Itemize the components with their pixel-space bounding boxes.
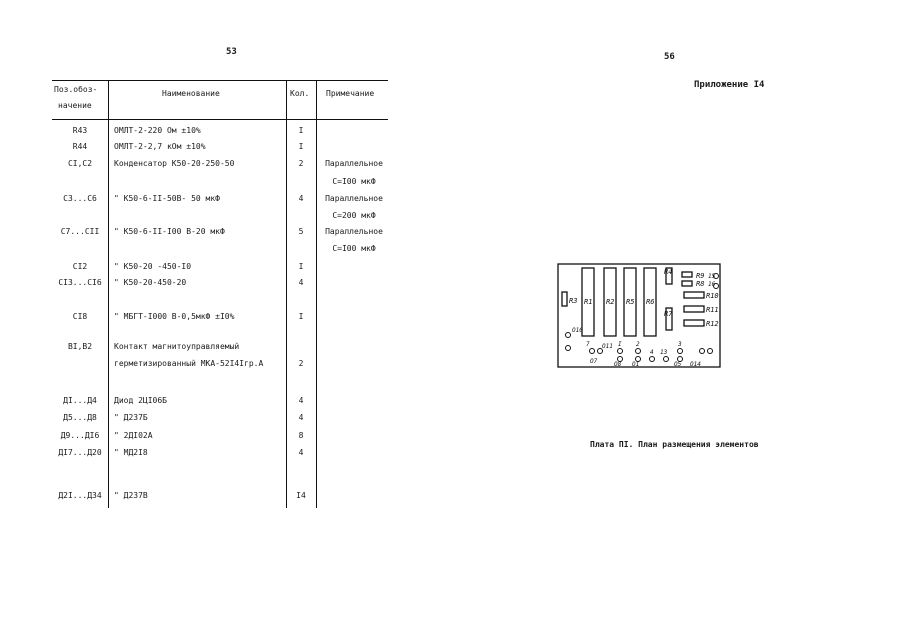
- row-pos: C7...CII: [60, 227, 100, 236]
- label-o8: O8: [614, 361, 622, 368]
- row-name: Конденсатор К50-20-250-50: [114, 159, 235, 168]
- label-4: 4: [650, 349, 654, 356]
- label-r5: R5: [626, 298, 635, 306]
- label-o10: O10: [572, 327, 583, 334]
- label-7: 7: [586, 341, 590, 348]
- column-divider: [286, 80, 287, 508]
- row-note: Параллельное: [325, 159, 383, 168]
- component-r8: [682, 281, 692, 286]
- label-o7: O7: [590, 358, 598, 365]
- row-qty: 2: [298, 159, 304, 168]
- row-qty: 4: [298, 278, 304, 287]
- row-qty: 4: [298, 448, 304, 457]
- label-r7: R7: [664, 310, 673, 318]
- label-o1: O1: [632, 361, 640, 368]
- table-header-border: [52, 119, 388, 120]
- row-pos: ДI...Д4: [63, 396, 97, 405]
- component-r9: [682, 272, 692, 277]
- label-3: 3: [678, 341, 682, 348]
- row-qty: 2: [298, 359, 304, 368]
- label-o11: O11: [602, 343, 613, 350]
- component-r3: [562, 292, 567, 306]
- component-r11: [684, 306, 704, 312]
- row-qty: 8: [298, 431, 304, 440]
- header-note: Примечание: [326, 89, 375, 98]
- row-pos: BI,B2: [67, 342, 93, 351]
- row-pos: R43: [72, 126, 88, 135]
- row-pos: Д9...ДI6: [60, 431, 100, 440]
- label-o5: O5: [674, 361, 682, 368]
- row-pos: CI2: [72, 262, 88, 271]
- label-r2: R2: [606, 298, 615, 306]
- row-name: " Д237Б: [114, 413, 148, 422]
- row-pos: Д5...Д8: [63, 413, 97, 422]
- page-number-right: 56: [664, 52, 675, 62]
- row-note: Параллельное: [325, 194, 383, 203]
- board-layout-drawing: [556, 262, 726, 372]
- row-pos: Д2I...Д34: [58, 491, 102, 500]
- row-name: Контакт магнитоуправляемый: [114, 342, 240, 351]
- row-name: " К50-6-II-I00 В-20 мкФ: [114, 227, 225, 236]
- label-16: 16: [708, 281, 716, 288]
- row-name: " Д237В: [114, 491, 148, 500]
- label-r11: R11: [706, 306, 719, 314]
- label-r1: R1: [584, 298, 593, 306]
- table-top-border: [52, 80, 388, 81]
- label-o14: O14: [690, 361, 701, 368]
- row-pos: ДI7...Д20: [58, 448, 102, 457]
- row-pos: CI,C2: [67, 159, 93, 168]
- row-qty: I: [298, 142, 304, 151]
- row-name: " МБГТ-I000 В-0,5мкФ ±I0%: [114, 312, 235, 321]
- label-r9: R9: [696, 272, 705, 280]
- row-note: С=I00 мкФ: [332, 244, 376, 253]
- row-qty: I: [298, 312, 304, 321]
- component-r10: [684, 292, 704, 298]
- row-pos: C3...C6: [63, 194, 97, 203]
- row-qty: 5: [298, 227, 304, 236]
- page-number-left: 53: [226, 47, 237, 57]
- row-note: С=I00 мкФ: [332, 177, 376, 186]
- column-divider: [108, 80, 109, 508]
- label-r6: R6: [646, 298, 655, 306]
- row-name: " МД2I8: [114, 448, 148, 457]
- header-pos-line1: Поз.обоз-: [54, 85, 98, 94]
- row-name: " 2ДI02А: [114, 431, 153, 440]
- row-pos: R44: [72, 142, 88, 151]
- row-qty: 4: [298, 413, 304, 422]
- component-r12: [684, 320, 704, 326]
- header-qty: Кол.: [290, 89, 310, 98]
- row-name: герметизированный МКА-52I4Iгр.А: [114, 359, 264, 368]
- label-r10: R10: [706, 292, 719, 300]
- row-qty: 4: [298, 396, 304, 405]
- label-2: 2: [636, 341, 640, 348]
- label-r12: R12: [706, 320, 719, 328]
- row-name: " К50-20 -450-I0: [114, 262, 192, 271]
- label-15: 15: [708, 273, 716, 280]
- label-r8: R8: [696, 280, 705, 288]
- row-name: " К50-20-450-20: [114, 278, 187, 287]
- row-qty: I4: [296, 491, 306, 500]
- appendix-title: Приложение I4: [694, 80, 765, 90]
- row-qty: 4: [298, 194, 304, 203]
- column-divider: [316, 80, 317, 508]
- row-name: Диод 2ЦI06Б: [114, 396, 167, 405]
- row-qty: I: [298, 126, 304, 135]
- figure-caption: Плата ПI. План размещения элементов: [590, 440, 759, 449]
- row-note: Параллельное: [325, 227, 383, 236]
- header-pos-line2: начение: [58, 101, 92, 110]
- row-name: ОМЛТ-2-220 Ом ±10%: [114, 126, 201, 135]
- row-name: ОМЛТ-2-2,7 кОм ±10%: [114, 142, 206, 151]
- row-note: С=200 мкФ: [332, 211, 376, 220]
- row-qty: I: [298, 262, 304, 271]
- header-name: Наименование: [162, 89, 220, 98]
- row-name: " К50-6-II-50В- 50 мкФ: [114, 194, 220, 203]
- label-13: 13: [660, 349, 668, 356]
- label-r3: R3: [569, 297, 578, 305]
- row-pos: CI3...CI6: [58, 278, 102, 287]
- row-pos: CI8: [72, 312, 88, 321]
- label-1: I: [618, 341, 622, 348]
- label-r4: R4: [664, 268, 673, 276]
